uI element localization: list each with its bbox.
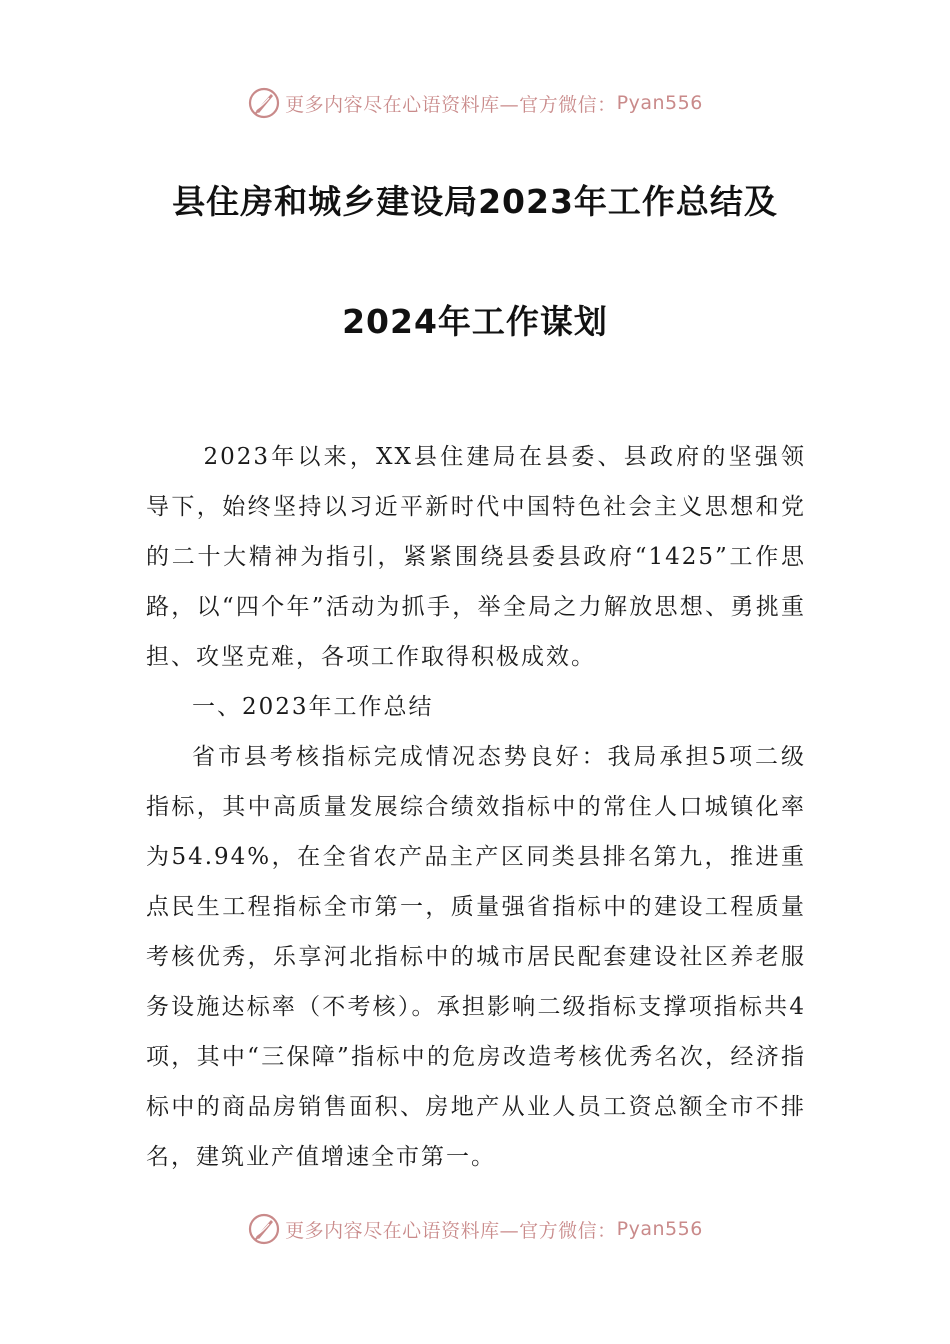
- document-title-line2: 2024年工作谋划: [342, 302, 608, 341]
- quill-logo-icon: [247, 1212, 281, 1246]
- watermark-text: 更多内容尽在心语资料库—官方微信：: [285, 1219, 617, 1242]
- watermark-wechat-id: Pyan556: [616, 1218, 703, 1240]
- paragraph-intro: 2023年以来，XX县住建局在县委、县政府的坚强领导下，始终坚持以习近平新时代中国特色社会主义思想和党的二十大精神为指引，紧紧围绕县委县政府“1425”工作思路，以“四个年”活动为抓手，举全局之力解放思想、勇挑重担、攻坚克难，各项工作取得积极成效。: [146, 444, 806, 670]
- watermark-bottom: [0, 1212, 950, 1246]
- quill-logo-icon: [247, 86, 281, 120]
- watermark-text: 更多内容尽在心语资料库—官方微信：: [285, 93, 617, 116]
- document-body: [146, 432, 806, 1182]
- paragraph-assessment: 省市县考核指标完成情况态势良好：我局承担5项二级指标，其中高质量发展综合绩效指标中的常住人口城镇化率为54.94%，在全省农产品主产区同类县排名第九，推进重点民生工程指标全市第一，质量强省指标中的建设工程质量考核优秀，乐享河北指标中的城市居民配套建设社区养老服务设施达标率（不考核）。承担影响二级指标支撑项指标共4项，其中“三保障”指标中的危房改造考核优秀名次，经济指标中的商品房销售面积、房地产从业人员工资总额全市不排名，建筑业产值增速全市第一。: [146, 744, 806, 1170]
- watermark-top: [0, 86, 950, 120]
- watermark-wechat-id: Pyan556: [616, 92, 703, 114]
- document-title-line1: 县住房和城乡建设局2023年工作总结及: [172, 182, 778, 221]
- section-heading-1: 一、2023年工作总结: [192, 694, 434, 720]
